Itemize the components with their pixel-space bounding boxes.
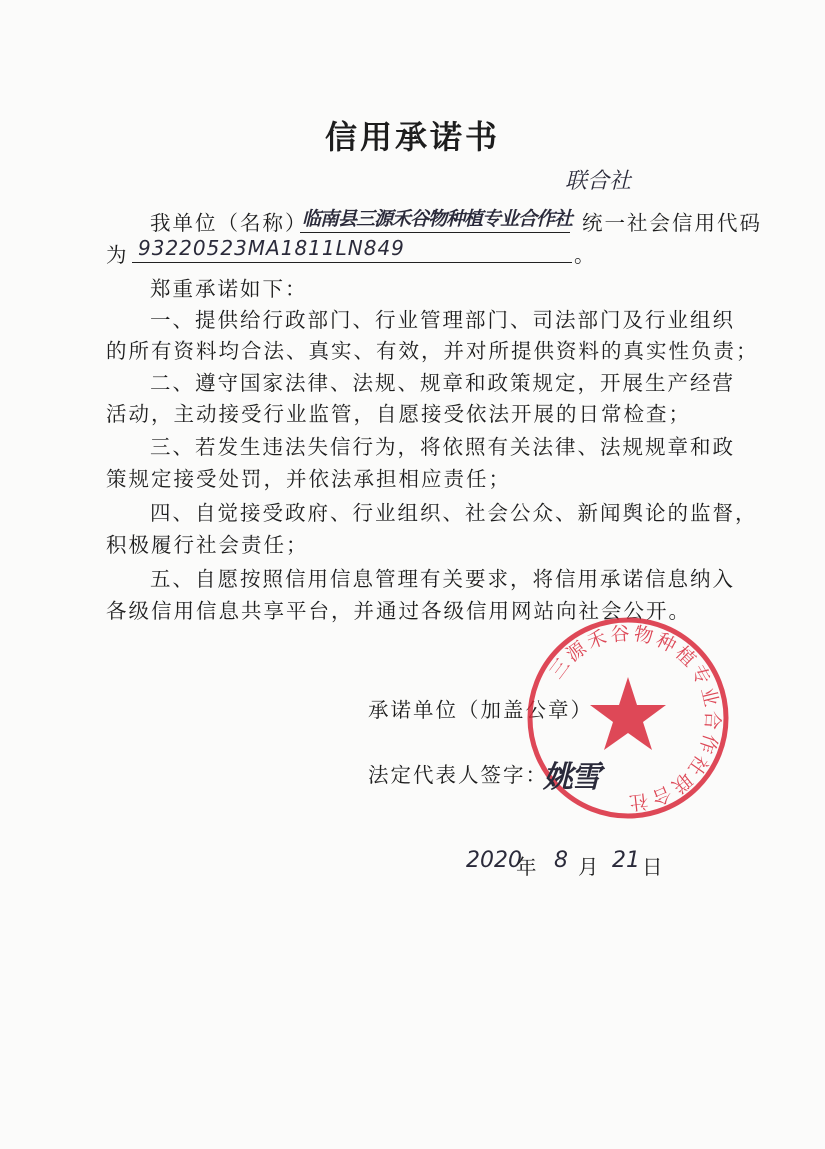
org-name-insert: 联合社 <box>565 169 632 194</box>
seal-text: 三源禾谷物种植专业合作社联合社 <box>545 622 724 814</box>
item-2-line1: 二、遵守国家法律、法规、规章和政策规定，开展生产经营 <box>150 371 735 395</box>
signing-unit-label: 承诺单位（加盖公章） <box>368 698 593 722</box>
code-end: 。 <box>574 243 597 267</box>
org-name-handwritten: 临南县三源禾谷物种植专业合作社 <box>302 208 573 230</box>
date-year: 2020 <box>466 848 522 873</box>
credit-code-underline <box>132 262 572 263</box>
document-title: 信用承诺书 <box>324 118 500 156</box>
legal-rep-label: 法定代表人签字： <box>368 763 548 787</box>
date-day-unit: 日 <box>642 855 665 879</box>
intro-prefix: 我单位（名称） <box>150 211 308 235</box>
item-4-line1: 四、自觉接受政府、行业组织、社会公众、新闻舆论的监督， <box>150 501 758 525</box>
item-3-line1: 三、若发生违法失信行为，将依照有关法律、法规规章和政 <box>150 435 735 459</box>
item-3-line2: 策规定接受处罚，并依法承担相应责任； <box>106 467 511 491</box>
credit-code: 93220523MA1811LN849 <box>138 236 405 260</box>
code-prefix: 为 <box>106 243 129 267</box>
item-5-line2: 各级信用信息共享平台，并通过各级信用网站向社会公开。 <box>106 599 691 623</box>
date-year-unit: 年 <box>516 855 539 879</box>
legal-rep-signature: 姚雪 <box>543 760 599 795</box>
org-name-underline <box>300 232 570 233</box>
item-5-line1: 五、自愿按照信用信息管理有关要求，将信用承诺信息纳入 <box>150 567 735 591</box>
date-month: 8 <box>554 848 568 873</box>
date-day: 21 <box>612 848 640 873</box>
date-month-unit: 月 <box>578 855 601 879</box>
pledge-intro: 郑重承诺如下： <box>150 277 308 301</box>
item-1-line1: 一、提供给行政部门、行业管理部门、司法部门及行业组织 <box>150 308 735 332</box>
intro-suffix: 统一社会信用代码 <box>582 211 762 235</box>
item-2-line2: 活动，主动接受行业监管，自愿接受依法开展的日常检查； <box>106 402 691 426</box>
item-1-line2: 的所有资料均合法、真实、有效，并对所提供资料的真实性负责； <box>106 339 759 363</box>
item-4-line2: 积极履行社会责任； <box>106 533 309 557</box>
